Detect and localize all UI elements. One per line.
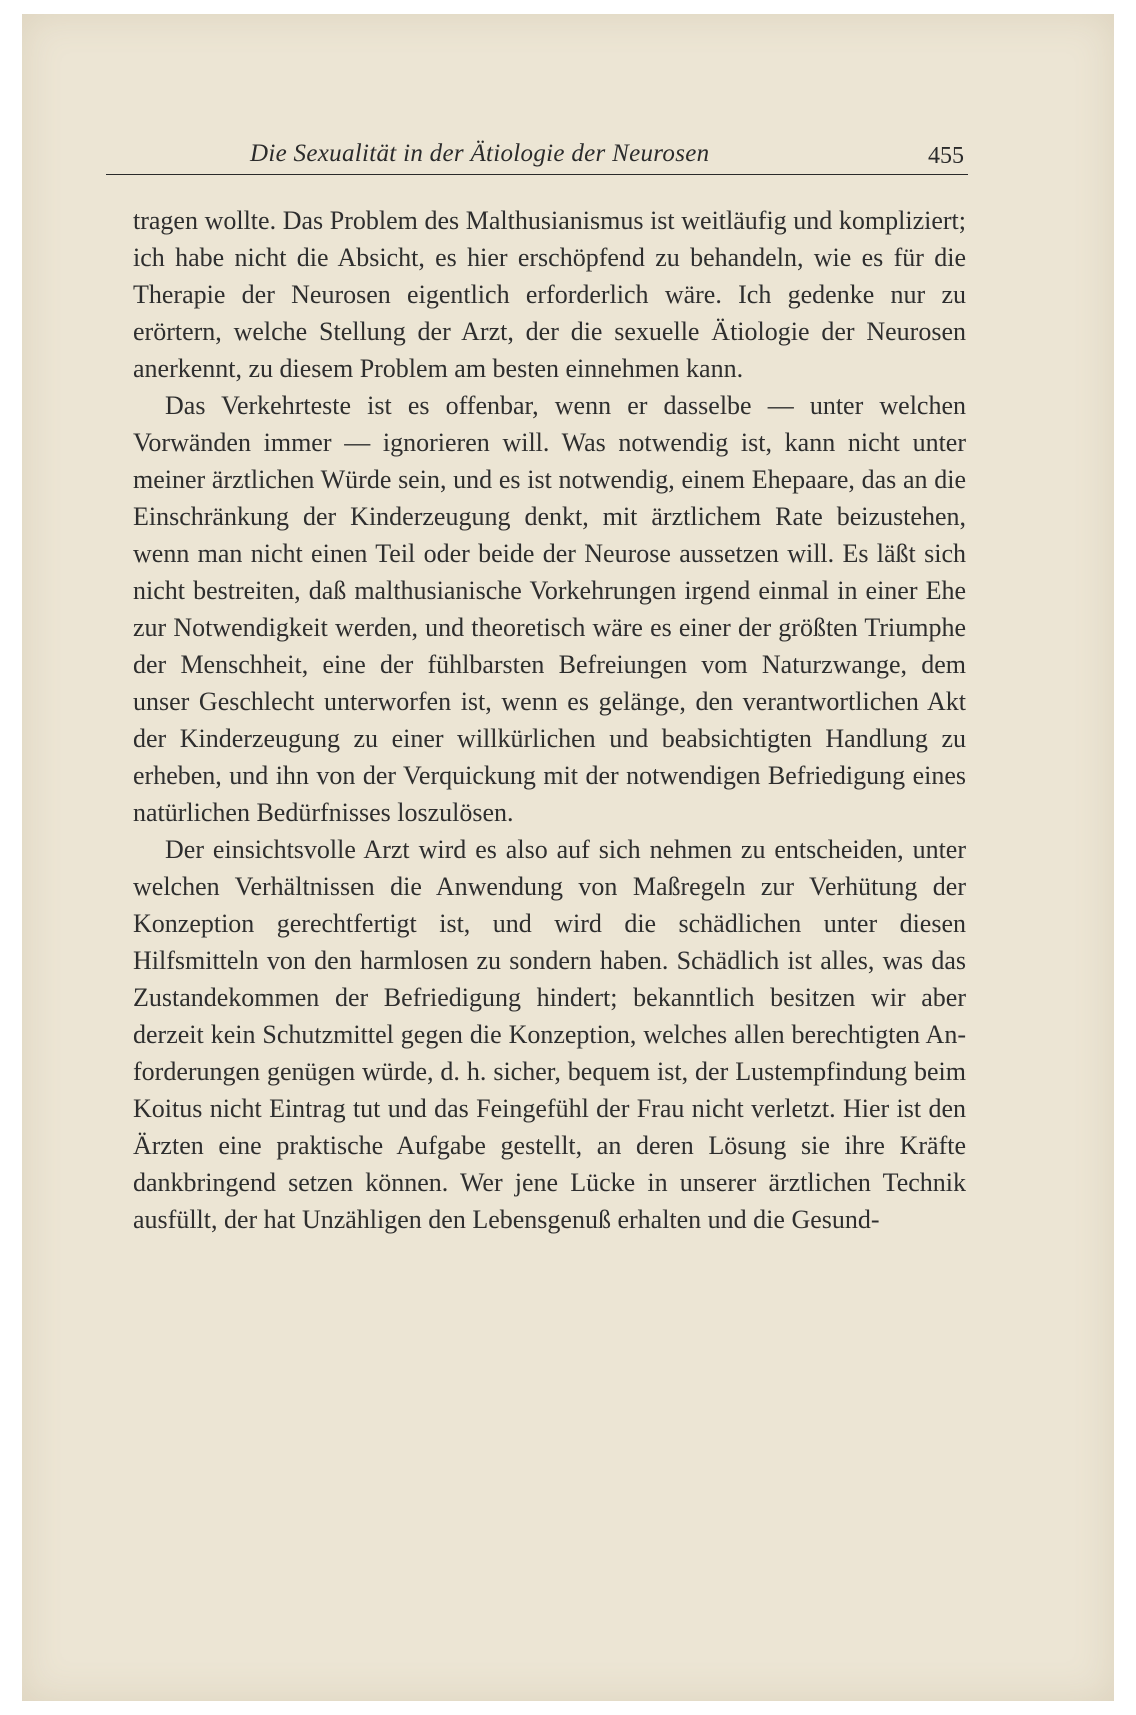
page-header bbox=[106, 134, 968, 175]
page-number: 455 bbox=[928, 143, 964, 169]
body-text bbox=[133, 202, 966, 1238]
paragraph: Der einsichtsvolle Arzt wird es also auf sich nehmen zu entscheiden, unter welchen Verhältnissen die Anwendung von Maßregeln zur Verhütung der Konzeption gerechtfertigt ist, und wird die schädlichen unter diesen Hilfsmitteln von den harmlosen zu sondern haben. Schädlich ist alles, was das Zustandekommen der Befriedigung hindert; bekanntlich besitzen wir aber derzeit kein Schutzmittel gegen die Konzeption, welches allen berechtigten Anforderungen genügen würde, d. h. sicher, bequem ist, der Lustempfindung beim Koitus nicht Eintrag tut und das Feingefühl der Frau nicht verletzt. Hier ist den Ärzten eine praktische Aufgabe gestellt, an deren Lösung sie ihre Kräfte dankbringend setzen können. Wer jene Lücke in unserer ärztlichen Technik ausfüllt, der hat Unzähligen den Lebensgenuß erhalten und die Gesund- bbox=[133, 835, 966, 1234]
running-title: Die Sexualität in der Ätiologie der Neurosen bbox=[250, 140, 710, 167]
paragraph: tragen wollte. Das Problem des Malthusianismus ist weitläufig und kompliziert; ich habe nicht die Absicht, es hier erschöpfend zu behandeln, wie es für die Therapie der Neurosen eigentlich erforderlich wäre. Ich gedenke nur zu erörtern, welche Stellung der Arzt, der die sexuelle Ätiologie der Neurosen anerkennt, zu diesem Problem am besten einnehmen kann. bbox=[133, 206, 966, 383]
book-page bbox=[22, 14, 1114, 1701]
paragraph: Das Verkehrteste ist es offenbar, wenn er dasselbe — unter welchen Vorwänden immer — ignorieren will. Was notwendig ist, kann nicht unter meiner ärztlichen Würde sein, und es ist notwendig, einem Ehepaare, das an die Einschränkung der Kinderzeugung denkt, mit ärztlichem Rate beizustehen, wenn man nicht einen Teil oder beide der Neurose aussetzen will. Es läßt sich nicht bestreiten, daß malthusianische Vorkehrungen irgend einmal in einer Ehe zur Notwendigkeit werden, und theoretisch wäre es einer der größten Triumphe der Menschheit, eine der fühlbarsten Befreiungen vom Naturzwange, dem unser Geschlecht unterworfen ist, wenn es gelänge, den verantwortlichen Akt der Kinderzeugung zu einer willkürlichen und beabsichtigten Handlung zu erheben, und ihn von der Verquickung mit der notwendigen Befriedigung eines natürlichen Bedürfnisses loszulösen. bbox=[133, 391, 966, 827]
